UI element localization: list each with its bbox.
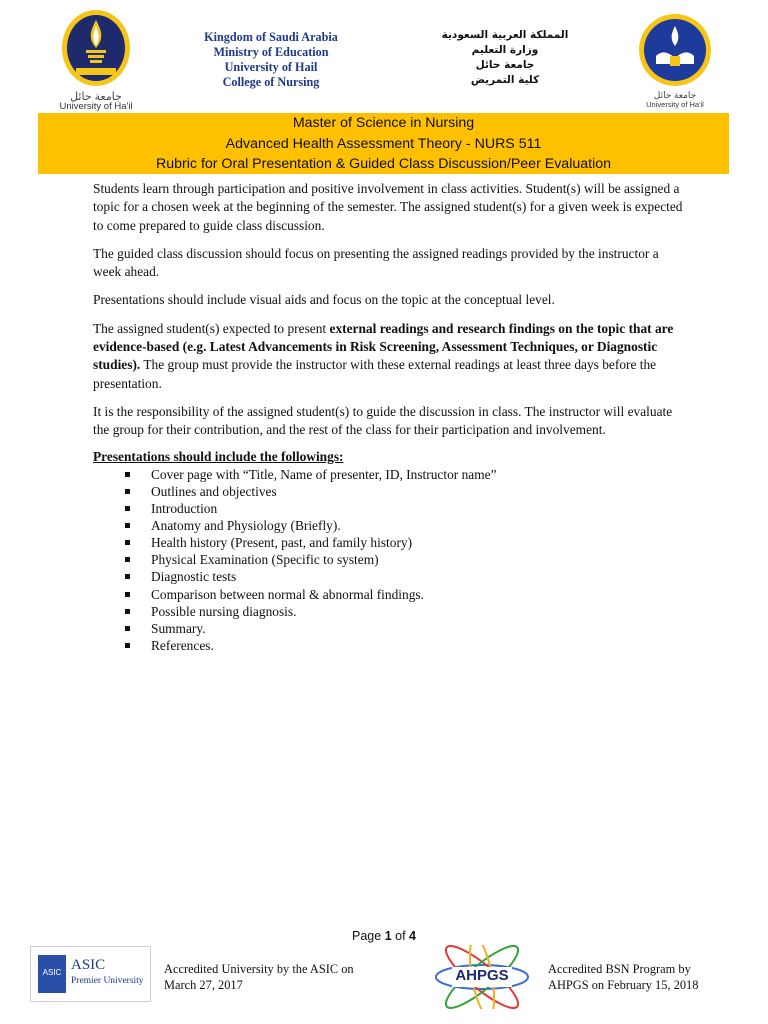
- asic-badge-text: ASIC: [42, 968, 62, 977]
- bullet-icon: [125, 472, 130, 477]
- paragraph-external-readings: [93, 320, 683, 393]
- page-label: Page: [352, 929, 382, 943]
- paragraph-discussion-focus: The guided class discussion should focus on presenting the assigned readings provided by the instructor a week ahead.: [93, 245, 659, 280]
- university-seal-icon: [50, 8, 142, 92]
- page-number: [0, 929, 768, 943]
- bullet-icon: [125, 557, 130, 562]
- asic-name: ASIC: [71, 957, 106, 973]
- logo-caption-en-right: University of Ha'il: [646, 100, 704, 109]
- list-item-text: Cover page with “Title, Name of presenter, ID, Instructor name”: [151, 466, 497, 482]
- bullet-icon: [125, 643, 130, 648]
- bullet-icon: [125, 523, 130, 528]
- ahpgs-logo-text: AHPGS: [455, 967, 509, 984]
- bullet-icon: [125, 540, 130, 545]
- institution-name-arabic: [430, 28, 580, 88]
- paragraph-intro: Students learn through participation and positive involvement in class activities. Student(s) will be assigned a topic for a chosen week at the beginning of the semester. The assigned student(s) for a given week is expected to come prepared to guide class discussion.: [93, 181, 683, 233]
- paragraph-visual-aids: Presentations should include visual aids and focus on the topic at the conceptual level.: [93, 292, 555, 308]
- list-item-text: Anatomy and Physiology (Briefly).: [151, 518, 341, 534]
- ahpgs-logo: [430, 945, 534, 1009]
- list-item: [125, 551, 683, 568]
- college-line-ar: كلية التمريض: [470, 74, 540, 86]
- asic-tagline: Premier University: [71, 976, 144, 986]
- list-item-text: Possible nursing diagnosis.: [151, 603, 297, 619]
- list-heading: Presentations should include the followings:: [93, 448, 344, 464]
- university-line: University of Hail: [224, 60, 318, 74]
- program-title: Master of Science in Nursing: [292, 115, 475, 131]
- list-item-text: Comparison between normal & abnormal findings.: [151, 586, 424, 602]
- page-total: 4: [409, 929, 416, 943]
- list-item: [125, 603, 683, 620]
- bullet-icon: [125, 574, 130, 579]
- course-title-banner: [38, 113, 729, 174]
- list-item: [125, 500, 683, 517]
- list-item: [125, 637, 683, 654]
- list-item-text: References.: [151, 637, 214, 653]
- college-logo-right: [636, 12, 714, 108]
- list-item: [125, 586, 683, 603]
- logo-caption-en: University of Ha'il: [59, 101, 133, 112]
- ministry-line: Ministry of Education: [213, 45, 329, 59]
- list-item-text: Health history (Present, past, and family history): [151, 535, 413, 551]
- list-item-text: Diagnostic tests: [151, 569, 237, 585]
- list-item-text: Outlines and objectives: [151, 483, 277, 499]
- ahpgs-accreditation-note: [548, 962, 748, 993]
- list-item: [125, 568, 683, 585]
- bullet-icon: [125, 609, 130, 614]
- list-item-text: Summary.: [151, 620, 206, 636]
- accreditation-date: March 27, 2017: [164, 977, 243, 992]
- logo-caption-ar-right: جامعة حائل: [653, 90, 697, 100]
- ministry-line-ar: وزارة التعليم: [471, 44, 539, 56]
- paragraph-responsibility: It is the responsibility of the assigned student(s) to guide the discussion in class. The instructor will evaluate the group for their contribution, and the rest of the class for their participation and involvement.: [93, 403, 673, 438]
- rubric-title: Rubric for Oral Presentation & Guided Class Discussion/Peer Evaluation: [156, 156, 611, 172]
- list-item: [125, 483, 683, 500]
- accreditation-date: AHPGS on February 15, 2018: [548, 977, 699, 992]
- university-logo-left: [50, 8, 142, 112]
- college-line: College of Nursing: [222, 75, 320, 89]
- university-line-ar: جامعة حائل: [475, 59, 535, 71]
- asic-logo: [30, 946, 151, 1002]
- college-seal-icon: [636, 12, 714, 90]
- list-item-text: Introduction: [151, 501, 218, 517]
- list-item-text: Physical Examination (Specific to system): [151, 552, 379, 568]
- asic-badge-icon: [38, 955, 66, 993]
- course-title: Advanced Health Assessment Theory - NURS 511: [225, 135, 542, 152]
- paragraph-part: The group must provide the instructor with these external readings at least three days before the presentation.: [93, 357, 657, 391]
- page-of: of: [395, 929, 406, 943]
- country-line: Kingdom of Saudi Arabia: [204, 30, 338, 44]
- document-body: [93, 180, 683, 654]
- accreditation-line: Accredited University by the ASIC on: [164, 962, 354, 976]
- bullet-icon: [125, 626, 130, 631]
- bullet-icon: [125, 506, 130, 511]
- list-item: [125, 517, 683, 534]
- institution-name-english: [176, 30, 366, 90]
- list-item: [125, 620, 683, 637]
- logo-caption-ar: جامعة حائل: [70, 91, 122, 103]
- list-item: [125, 534, 683, 551]
- bullet-icon: [125, 592, 130, 597]
- presentation-requirements-list: [93, 466, 683, 654]
- emphasized-requirement: external readings and research findings on the topic that are evidence-based (e.g. Latest Advancements in Risk Screening, Assessment Techniques, or Diagnostic studies).: [93, 320, 674, 373]
- asic-accreditation-note: [164, 962, 394, 993]
- list-item: [125, 466, 683, 483]
- accreditation-line: Accredited BSN Program by: [548, 962, 691, 976]
- page-current: 1: [384, 929, 392, 943]
- country-line-ar: المملكة العربية السعودية: [441, 29, 569, 41]
- bullet-icon: [125, 489, 130, 494]
- paragraph-part: The assigned student(s) expected to present: [93, 320, 330, 336]
